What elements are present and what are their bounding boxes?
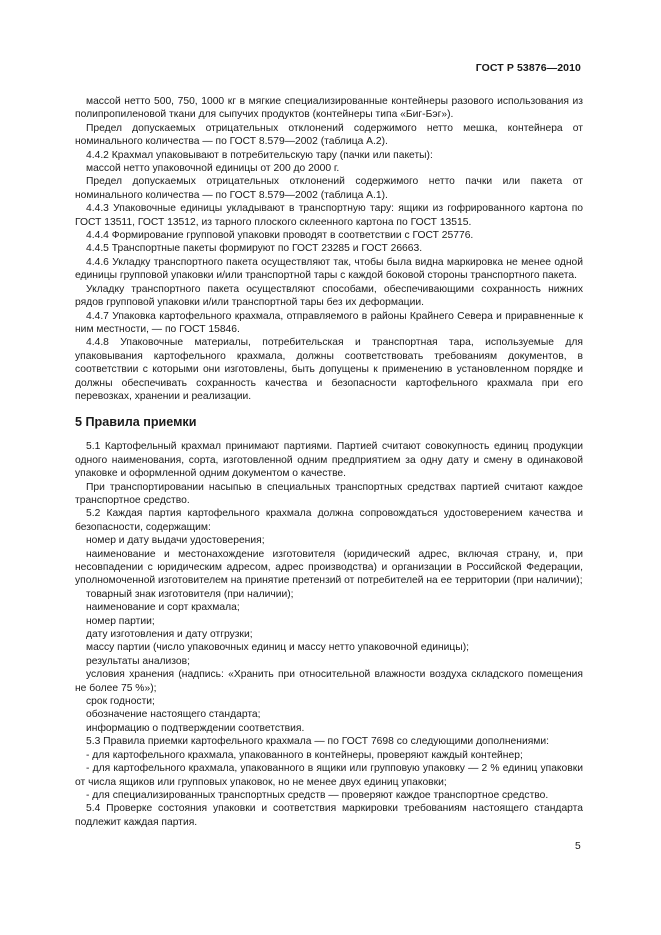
paragraph: 5.4 Проверке состояния упаковки и соответствия маркировки требованиям настоящего стандарта подлежит каждая партия. — [75, 803, 583, 828]
paragraph: - для специализированных транспортных средств — проверяют каждое транспортное средство. — [86, 789, 549, 801]
paragraph: наименование и местонахождение изготовителя (юридический адрес, включая страну, и, при несовпадении с юридическим адресом, адрес производства) и организации в Российской Федерации, уполномоченной изготовителем на принятие претензий от потребителей на ее территории (при наличии); — [75, 548, 583, 587]
paragraph: дату изготовления и дату отгрузки; — [86, 629, 253, 641]
paragraph: - для картофельного крахмала, упакованного в ящики или групповую упаковку — 2 % единиц упаковки от числа ящиков или групповых упаковок, но не менее двух единиц упаковки; — [75, 763, 583, 788]
paragraph: 5.1 Картофельный крахмал принимают партиями. Партией считают совокупность единиц продукции одного наименования, сорта, изготовленной одним предприятием за одну дату и смену в одинаковой упаковке и оформленной одним документом о качестве. — [75, 441, 583, 480]
document-code: ГОСТ Р 53876—2010 — [475, 62, 581, 74]
paragraph: 4.4.3 Упаковочные единицы укладывают в транспортную тару: ящики из гофрированного картона по ГОСТ 13511, ГОСТ 13512, из тарного плоского склеенного картона по ГОСТ 13515. — [75, 203, 583, 228]
paragraph: Предел допускаемых отрицательных отклонений содержимого нетто пачки или пакета от номинального количества — по ГОСТ 8.579—2002 (таблица А.1). — [75, 176, 583, 201]
paragraph: результаты анализов; — [86, 655, 190, 667]
paragraph: 4.4.6 Укладку транспортного пакета осуществляют так, чтобы была видна маркировка не менее одной единицы групповой упаковки и/или транспортной тары с каждой боковой стороны транспортного пакета. — [75, 256, 583, 282]
paragraph: 4.4.5 Транспортные пакеты формируют по ГОСТ 23285 и ГОСТ 26663. — [86, 243, 423, 255]
paragraph: наименование и сорт крахмала; — [86, 602, 240, 614]
paragraph: Предел допускаемых отрицательных отклонений содержимого нетто мешка, контейнера от номинального количества — по ГОСТ 8.579—2002 (таблица А.2). — [75, 122, 583, 148]
paragraph: номер партии; — [86, 615, 155, 627]
paragraph: информацию о подтверждении соответствия. — [86, 722, 305, 734]
paragraph: При транспортировании насыпью в специальных транспортных средствах партией считают каждое транспортное средство. — [75, 481, 583, 506]
paragraph: 4.4.2 Крахмал упаковывают в потребительскую тару (пачки или пакеты): — [86, 149, 433, 161]
paragraph: массой нетто упаковочной единицы от 200 до 2000 г. — [86, 163, 340, 175]
paragraph: массу партии (число упаковочных единиц и массу нетто упаковочной единицы); — [86, 642, 470, 654]
paragraph: - для картофельного крахмала, упакованного в контейнеры, проверяют каждый контейнер; — [86, 749, 523, 761]
section-heading: 5 Правила приемки — [75, 415, 197, 430]
paragraph: 5.2 Каждая партия картофельного крахмала должна сопровождаться удостоверением качества и безопасности, содержащим: — [75, 508, 583, 533]
paragraph: условия хранения (надпись: «Хранить при относительной влажности воздуха складского помещения не более 75 %»); — [75, 669, 583, 694]
paragraph: товарный знак изготовителя (при наличии); — [86, 588, 294, 600]
page-number: 5 — [575, 841, 581, 852]
paragraph: 5.3 Правила приемки картофельного крахмала — по ГОСТ 7698 со следующими дополнениями: — [86, 736, 549, 748]
paragraph: срок годности; — [86, 696, 155, 708]
paragraph: массой нетто 500, 750, 1000 кг в мягкие специализированные контейнеры разового использования из полипропиленовой ткани для сыпучих продуктов (контейнеры типа «Биг-Бэг»). — [75, 96, 583, 121]
document-body — [75, 95, 583, 829]
paragraph: Укладку транспортного пакета осуществляют способами, обеспечивающими сохранность нижних рядов групповой упаковки и/или транспортной тары без их деформации. — [75, 283, 583, 309]
paragraph: 4.4.8 Упаковочные материалы, потребительская и транспортная тара, используемые для упаковывания картофельного крахмала, должны соответствовать требованиям документов, в соответствии с которыми они изготовлены, быть допущены к применению в установленном порядке и должны обеспечивать сохранность качества и безопасности картофельного крахмала при его перевозках, хранении и реализации. — [75, 337, 583, 402]
paragraph: обозначение настоящего стандарта; — [86, 709, 261, 721]
paragraph: номер и дату выдачи удостоверения; — [86, 535, 265, 547]
paragraph: 4.4.4 Формирование групповой упаковки проводят в соответствии с ГОСТ 25776. — [86, 230, 474, 242]
paragraph: 4.4.7 Упаковка картофельного крахмала, отправляемого в районы Крайнего Севера и приравненные к ним местности, — по ГОСТ 15846. — [75, 310, 583, 335]
